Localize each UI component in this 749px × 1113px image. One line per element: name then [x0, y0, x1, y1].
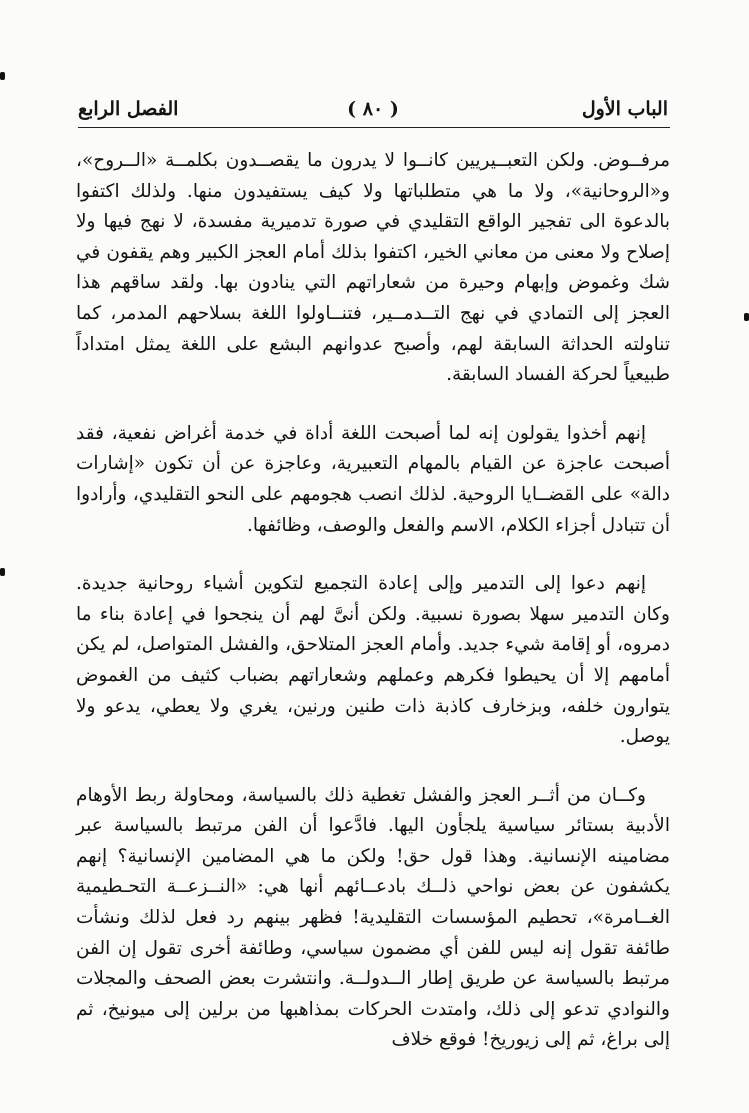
margin-mark — [0, 72, 5, 80]
page-number: ( ٨٠ ) — [347, 98, 399, 120]
paragraph-1: مرفــوض. ولكن التعبــيريين كانــوا لا يدرون ما يقصــدون بكلمــة «الــروح»، و«الروحانية»، ولا ما هي متطلباتها ولا كيف يستفيدون منها. ولذلك اكتفوا بالدعوة الى تفجير الواقع التقليدي في صورة تدميرية مفسدة، لا نهج فيها ولا إصلاح ولا معنى من معاني الخير، اكتفوا بذلك أمام العجز الكبير وهم يقفون في شك وغموض وإبهام وحيرة من شعاراتهم التي ينادون بها. ولقد ساقهم هذا العجز إلى التمادي في نهج التــدمــير، فتنــاولوا اللغة بسلاحهم المدمر، كما تناولته الحداثة السابقة لهم، وأصبح عدوانهم البشع على اللغة يمثل امتداداً طبيعياً لحركة الفساد السابقة. — [76, 150, 670, 386]
chapter-title: الفصل الرابع — [78, 98, 179, 120]
header-rule — [78, 127, 670, 128]
margin-mark — [0, 568, 5, 576]
book-part-title: الباب الأول — [581, 98, 668, 120]
page-body — [76, 146, 670, 1056]
paragraph-2: إنهم أخذوا يقولون إنه لما أصبحت اللغة أداة في خدمة أغراض نفعية، فقد أصبحت عاجزة عن القيام بالمهام التعبيرية، وعاجزة عن أن تكون «إشارات دالة» على القضــايا الروحية. لذلك انصب هجومهم على النحو التقليدي، وأرادوا أن تتبادل أجزاء الكلام، الاسم والفعل والوصف، وظائفها. — [76, 422, 670, 536]
margin-mark — [744, 313, 749, 321]
paragraph-4: وكــان من أثــر العجز والفشل تغطية ذلك بالسياسة، ومحاولة ربط الأوهام الأدبية بستائر سياسية يلجأون اليها. فادَّعوا أن الفن مرتبط بالسياسة عبر مضامينه الإنسانية. وهذا قول حق! ولكن ما هي المضامين الإنسانية؟ إنهم يكشفون عن بعض نواحي ذلــك بادعــائهم أنها هي: «النــزعــة التحـطيمية الغــامرة»، تحطيم المؤسسات التقليدية! فظهر بينهم رد فعل لذلك ونشأت طائفة تقول إنه ليس للفن أي مضمون سياسي، وطائفة أخرى تقول إن الفن مرتبط بالسياسة عن طريق إطار الــدولــة. وانتشرت بعض الصحف والمجلات والنوادي تدعو إلى ذلك، وامتدت الحركات بمذاهبها من برلين إلى ميونيخ، ثم إلى براغ، ثم إلى زيوريخ! فوقع خلاف — [76, 784, 670, 1051]
paragraph-3: إنهم دعوا إلى التدمير وإلى إعادة التجميع لتكوين أشياء روحانية جديدة. وكان التدمير سهلا بصورة نسبية. ولكن أنىَّ لهم أن ينجحوا في إعادة بناء ما دمروه، أو إقامة شيء جديد. وأمام العجز المتلاحق، والفشل المتواصل، لم يكن أمامهم إلا أن يحيطوا فكرهم وعملهم وشعاراتهم بضباب كثيف من الغموض يتوارون خلفه، وبزخارف كاذبة ذات طنين ورنين، يغري ولا يعطي، يدعو ولا يوصل. — [76, 573, 670, 748]
running-header — [78, 98, 668, 128]
